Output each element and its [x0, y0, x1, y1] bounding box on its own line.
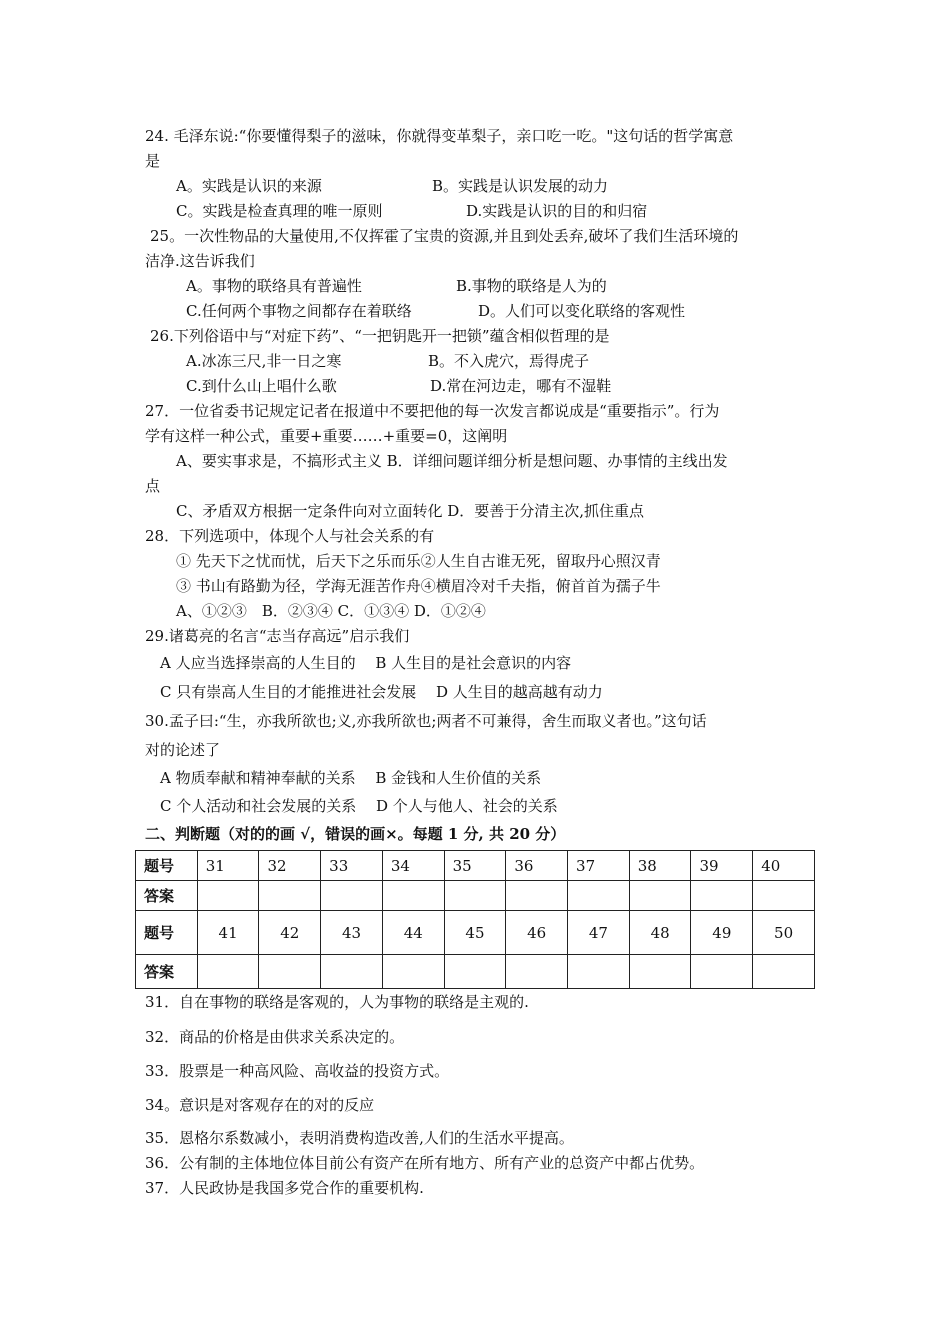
q26-stem: 26.下列俗语中与“对症下药”、“一把钥匙开一把锁”蕴含相似哲理的是	[150, 327, 610, 345]
q26-option-b: B。不入虎穴，焉得虎子	[428, 352, 590, 370]
answer-table	[135, 850, 815, 989]
table-cell-number: 36	[506, 851, 568, 881]
table-cell-number: 40	[753, 851, 815, 881]
table-cell-number: 41	[197, 911, 259, 955]
statement-31: 31．自在事物的联络是客观的，人为事物的联络是主观的.	[145, 993, 529, 1011]
answer-cell[interactable]	[629, 881, 691, 911]
q27-options-cd: C、矛盾双方根据一定条件向对立面转化 D．要善于分清主次,抓住重点	[176, 502, 645, 520]
answer-cell[interactable]	[259, 955, 321, 989]
q25-stem-line1: 25。一次性物品的大量使用,不仅挥霍了宝贵的资源,并且到处丢弃,破坏了我们生活环境的	[150, 227, 739, 245]
q29-stem: 29.诸葛亮的名言“志当存高远”启示我们	[145, 627, 410, 645]
q24-option-c: C。实践是检查真理的唯一原则	[176, 202, 383, 220]
table-label-number: 题号	[136, 911, 198, 955]
answer-cell[interactable]	[321, 955, 383, 989]
table-row-answers-2	[136, 955, 815, 989]
answer-cell[interactable]	[691, 955, 753, 989]
q24-option-d: D.实践是认识的目的和归宿	[466, 202, 648, 220]
table-cell-number: 31	[197, 851, 259, 881]
q24-option-a: A。实践是认识的来源	[176, 177, 322, 195]
table-cell-number: 37	[568, 851, 630, 881]
table-cell-number: 45	[444, 911, 506, 955]
table-cell-number: 34	[382, 851, 444, 881]
statement-35: 35．恩格尔系数减小，表明消费构造改善,人们的生活水平提高。	[145, 1129, 574, 1147]
statement-37: 37．人民政协是我国多党合作的重要机构.	[145, 1179, 424, 1197]
table-cell-number: 44	[382, 911, 444, 955]
answer-cell[interactable]	[259, 881, 321, 911]
q29-options-ab: A 人应当选择崇高的人生目的 B 人生目的是社会意识的内容	[160, 654, 572, 672]
q30-stem-line1: 30.孟子曰:“生，亦我所欲也;义,亦我所欲也;两者不可兼得，舍生而取义者也。”这句话	[145, 712, 707, 730]
q25-option-b: B.事物的联络是人为的	[456, 277, 607, 295]
statement-34: 34。意识是对客观存在的对的反应	[145, 1096, 375, 1114]
q28-items-3-4: ③ 书山有路勤为径，学海无涯苦作舟④横眉冷对千夫指，俯首首为孺子牛	[176, 577, 661, 595]
table-cell-number: 48	[629, 911, 691, 955]
q30-stem-line2: 对的论述了	[145, 741, 221, 759]
answer-cell[interactable]	[691, 881, 753, 911]
statement-36: 36．公有制的主体地位体目前公有资产在所有地方、所有产业的总资产中都占优势。	[145, 1154, 705, 1172]
answer-cell[interactable]	[753, 881, 815, 911]
answer-cell[interactable]	[568, 955, 630, 989]
q27-stem-line1: 27．一位省委书记规定记者在报道中不要把他的每一次发言都说成是“重要指示”。行为	[145, 402, 720, 420]
table-cell-number: 38	[629, 851, 691, 881]
statement-33: 33．股票是一种高风险、高收益的投资方式。	[145, 1062, 450, 1080]
q25-stem-line2: 洁净.这告诉我们	[145, 252, 255, 270]
q25-option-a: A。事物的联络具有普遍性	[186, 277, 362, 295]
table-cell-number: 35	[444, 851, 506, 881]
q24-stem-line1: 24. 毛泽东说:“你要懂得梨子的滋味，你就得变革梨子，亲口吃一吃。"这句话的哲学寓意	[145, 127, 734, 145]
table-cell-number: 39	[691, 851, 753, 881]
table-cell-number: 33	[321, 851, 383, 881]
table-cell-number: 43	[321, 911, 383, 955]
q25-option-c: C.任何两个事物之间都存在着联络	[186, 302, 412, 320]
q28-options: A、①②③ B．②③④ C．①③④ D．①②④	[176, 602, 486, 620]
q30-options-cd: C 个人活动和社会发展的关系 D 个人与他人、社会的关系	[160, 797, 558, 815]
statement-32: 32．商品的价格是由供求关系决定的。	[145, 1028, 405, 1046]
q27-options-ab-line2: 点	[145, 477, 161, 495]
table-row-answers-1	[136, 881, 815, 911]
answer-cell[interactable]	[382, 881, 444, 911]
q24-option-b: B。实践是认识发展的动力	[432, 177, 609, 195]
q27-options-ab-line1: A、要实事求是，不搞形式主义 B．详细问题详细分析是想问题、办事情的主线出发	[176, 452, 728, 470]
table-cell-number: 50	[753, 911, 815, 955]
q26-option-c: C.到什么山上唱什么歌	[186, 377, 337, 395]
q27-stem-line2: 学有这样一种公式，重要+重要……+重要=0，这阐明	[145, 427, 508, 445]
answer-cell[interactable]	[197, 881, 259, 911]
table-cell-number: 32	[259, 851, 321, 881]
q24-stem-line2: 是	[145, 152, 161, 170]
table-cell-number: 47	[568, 911, 630, 955]
q30-options-ab: A 物质奉献和精神奉献的关系 B 金钱和人生价值的关系	[160, 769, 542, 787]
answer-cell[interactable]	[444, 955, 506, 989]
answer-cell[interactable]	[506, 955, 568, 989]
answer-cell[interactable]	[321, 881, 383, 911]
answer-cell[interactable]	[506, 881, 568, 911]
answer-cell[interactable]	[753, 955, 815, 989]
table-row-numbers-1	[136, 851, 815, 881]
q28-stem: 28．下列选项中，体现个人与社会关系的有	[145, 527, 435, 545]
answer-cell[interactable]	[444, 881, 506, 911]
table-label-answer: 答案	[136, 955, 198, 989]
answer-cell[interactable]	[568, 881, 630, 911]
q26-option-a: A.冰冻三尺,非一日之寒	[186, 352, 342, 370]
table-label-answer: 答案	[136, 881, 198, 911]
q28-items-1-2: ① 先天下之忧而忧，后天下之乐而乐②人生自古谁无死，留取丹心照汉青	[176, 552, 661, 570]
q26-option-d: D.常在河边走，哪有不湿鞋	[430, 377, 612, 395]
answer-cell[interactable]	[629, 955, 691, 989]
q25-option-d: D。人们可以变化联络的客观性	[478, 302, 686, 320]
table-cell-number: 42	[259, 911, 321, 955]
table-cell-number: 49	[691, 911, 753, 955]
answer-cell[interactable]	[382, 955, 444, 989]
section2-title: 二、判断题（对的的画 √，错误的画×。每题 1 分, 共 20 分）	[145, 825, 566, 843]
q29-options-cd: C 只有崇高人生目的才能推进社会发展 D 人生目的越高越有动力	[160, 683, 603, 701]
table-cell-number: 46	[506, 911, 568, 955]
table-row-numbers-2	[136, 911, 815, 955]
answer-cell[interactable]	[197, 955, 259, 989]
table-label-number: 题号	[136, 851, 198, 881]
